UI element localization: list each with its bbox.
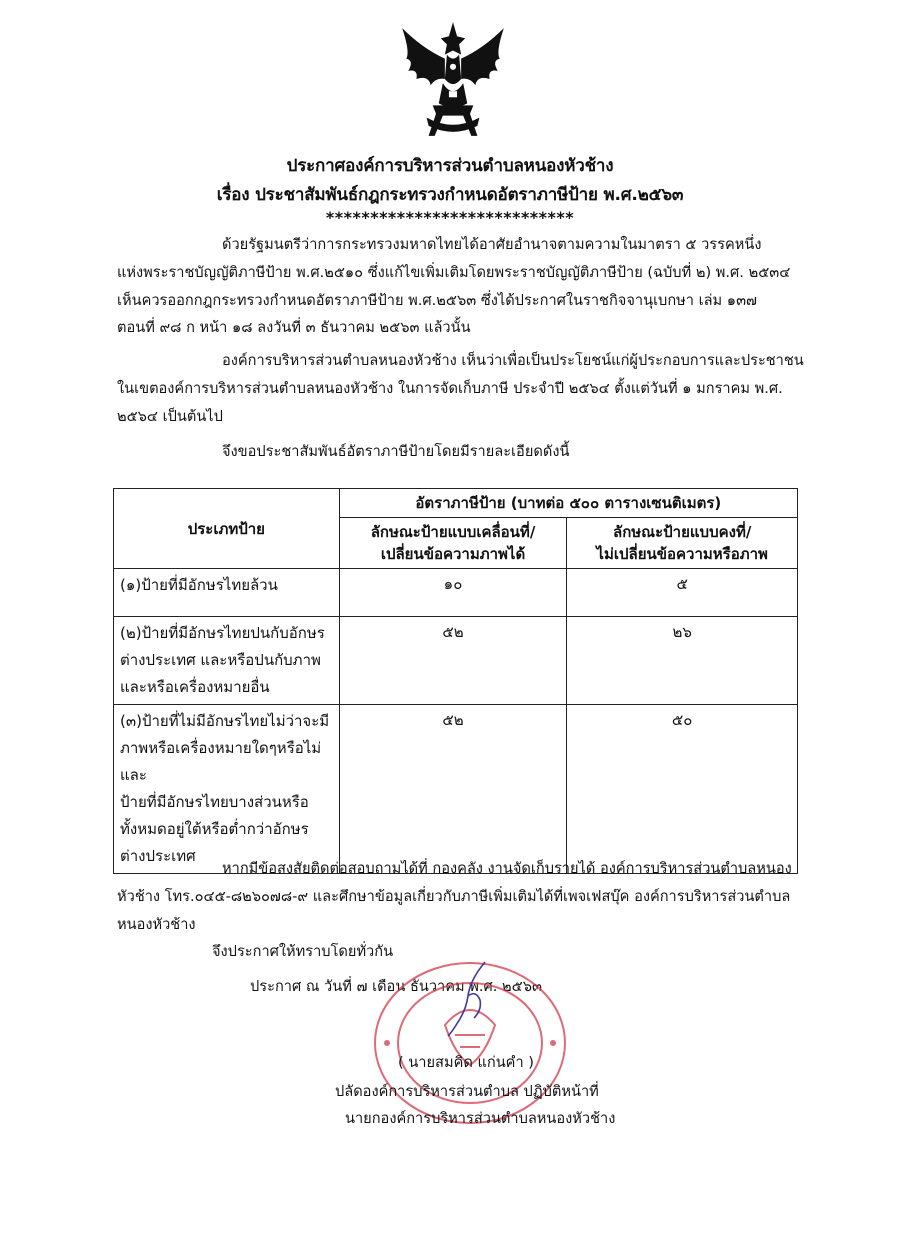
header-moving-line2: เปลี่ยนข้อความภาพได้ <box>380 545 526 563</box>
table-row <box>114 705 798 874</box>
table-row <box>114 617 798 705</box>
header-fixed-line1: ลักษณะป้ายแบบคงที่/ <box>613 523 752 541</box>
header-sign-type: ประเภทป้าย <box>114 489 340 569</box>
row2-label-line2: ต่างประเทศ และหรือปนกับภาพ <box>120 651 321 669</box>
row3-label-line4: ทั้งหมดอยู่ใต้หรือต่ำกว่าอักษร <box>120 820 309 838</box>
garuda-emblem-icon <box>392 18 514 140</box>
para1-line3: เห็นควรออกกฎกระทรวงกำหนดอัตราภาษีป้าย พ.ศ.๒๕๖๓ ซึ่งได้ประกาศในราชกิจจานุเบกษา เล่ม ๑๓๗ <box>117 292 758 309</box>
stars-divider: **************************** <box>325 208 575 227</box>
row-label <box>114 617 340 705</box>
para4-line2: หัวช้าง โทร.๐๔๕-๘๒๖๐๗๘-๙ และศึกษาข้อมูลเกี่ยวกับภาษีเพิ่มเติมได้ที่เพจเฟสบุ๊ค องค์การบริหารส่วนตำบล <box>117 888 791 905</box>
row1-moving-rate: ๑๐ <box>339 569 567 617</box>
signer-name: ( นายสมคิด แก่นคำ ) <box>398 1054 534 1071</box>
header-moving-sign <box>339 518 567 569</box>
para3: จึงขอประชาสัมพันธ์อัตราภาษีป้ายโดยมีรายละเอียดดังนี้ <box>222 443 570 460</box>
row2-fixed-rate: ๒๖ <box>567 617 798 705</box>
row3-label-line1: (๓)ป้ายที่ไม่มีอักษรไทยไม่ว่าจะมี <box>120 712 330 730</box>
row3-moving-rate: ๕๒ <box>339 705 567 874</box>
para2-line3: ๒๕๖๔ เป็นต้นไป <box>117 408 223 425</box>
row3-fixed-rate: ๕๐ <box>567 705 798 874</box>
header-moving-line1: ลักษณะป้ายแบบเคลื่อนที่/ <box>370 523 536 541</box>
para2-line2: ในเขตองค์การบริหารส่วนตำบลหนองหัวช้าง ในการจัดเก็บภาษี ประจำปี ๒๕๖๔ ตั้งแต่วันที่ ๑ มกราคม พ.ศ. <box>117 380 783 397</box>
tax-rate-table <box>113 488 798 874</box>
row3-label-line2: ภาพหรือเครื่องหมายใดๆหรือไม่และ <box>120 739 322 784</box>
row3-label-line3: ป้ายที่มีอักษรไทยบางส่วนหรือ <box>120 793 309 811</box>
signature-icon <box>440 960 500 1040</box>
announcement-date: ประกาศ ณ วันที่ ๗ เดือน ธันวาคม พ.ศ. ๒๕๖๓ <box>250 978 542 995</box>
row2-label-line3: และหรือเครื่องหมายอื่น <box>120 678 270 696</box>
row2-label-line1: (๒)ป้ายที่มีอักษรไทยปนกับอักษร <box>120 624 325 642</box>
para1-line4: ตอนที่ ๙๘ ก หน้า ๑๘ ลงวันที่ ๓ ธันวาคม ๒๕๖๓ แล้วนั้น <box>117 319 471 336</box>
header-fixed-sign <box>567 518 798 569</box>
para2-line1: องค์การบริหารส่วนตำบลหนองหัวช้าง เห็นว่าเพื่อเป็นประโยชน์แก่ผู้ประกอบการและประชาชน <box>222 352 804 369</box>
signer-position-1: ปลัดองค์การบริหารส่วนตำบล ปฏิบัติหน้าที่ <box>335 1083 599 1100</box>
para1-line1: ด้วยรัฐมนตรีว่าการกระทรวงมหาดไทยได้อาศัยอำนาจตามความในมาตรา ๕ วรรคหนึ่ง <box>222 236 762 253</box>
header-tax-rate: อัตราภาษีป้าย (บาทต่อ ๕๐๐ ตารางเซนติเมตร) <box>339 489 797 518</box>
signer-position-2: นายกองค์การบริหารส่วนตำบลหนองหัวช้าง <box>345 1110 616 1127</box>
table-row <box>114 569 798 617</box>
row3-label-line5: ต่างประเทศ <box>120 847 196 865</box>
row2-moving-rate: ๕๒ <box>339 617 567 705</box>
para4-line1: หากมีข้อสงสัยติดต่อสอบถามได้ที่ กองคลัง งานจัดเก็บรายได้ องค์การบริหารส่วนตำบลหนอง <box>222 860 792 877</box>
announce-line: จึงประกาศให้ทราบโดยทั่วกัน <box>212 943 394 960</box>
row-label <box>114 569 340 617</box>
announcement-title: ประกาศองค์การบริหารส่วนตำบลหนองหัวช้าง <box>286 156 614 176</box>
header-fixed-line2: ไม่เปลี่ยนข้อความหรือภาพ <box>596 545 768 563</box>
announcement-subject: เรื่อง ประชาสัมพันธ์กฎกระทรวงกำหนดอัตราภาษีป้าย พ.ศ.๒๕๖๓ <box>216 185 684 205</box>
row1-label-line1: (๑)ป้ายที่มีอักษรไทยล้วน <box>120 576 278 594</box>
para1-line2: แห่งพระราชบัญญัติภาษีป้าย พ.ศ.๒๕๑๐ ซึ่งแก้ไขเพิ่มเติมโดยพระราชบัญญัติภาษีป้าย (ฉบับที่ ๒) พ.ศ. ๒๕๓๔ <box>117 264 791 281</box>
row-label <box>114 705 340 874</box>
para4-line3: หนองหัวช้าง <box>117 916 196 933</box>
row1-fixed-rate: ๕ <box>567 569 798 617</box>
